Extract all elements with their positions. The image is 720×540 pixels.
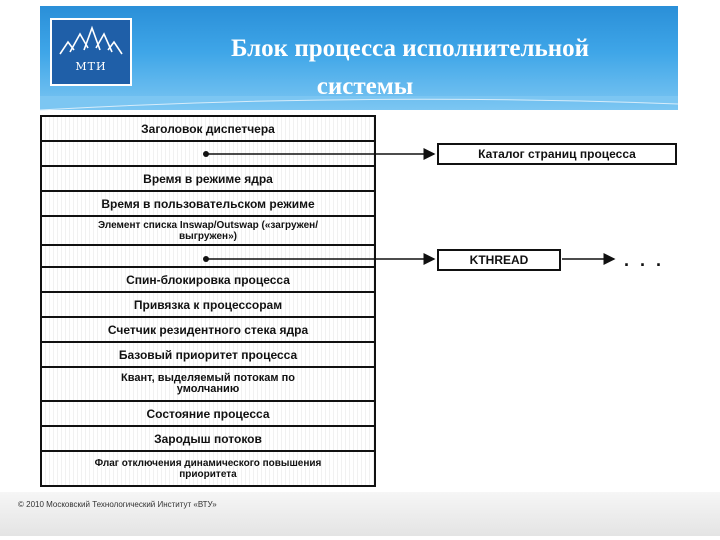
arrow-to-page-directory: [203, 151, 434, 157]
field-processor-affinity: Привязка к процессорам: [42, 293, 374, 318]
continuation-ellipsis: . . .: [624, 250, 665, 270]
field-dispatcher-header: Заголовок диспетчера: [42, 117, 374, 142]
arrow-to-kthread: [203, 256, 434, 262]
field-kernel-time: Время в режиме ядра: [42, 167, 374, 192]
field-base-priority: Базовый приоритет процесса: [42, 343, 374, 368]
footer-bar: [0, 492, 720, 536]
kthread-box: KTHREAD: [437, 249, 561, 271]
field-thread-seed: Зародыш потоков: [42, 427, 374, 452]
field-process-state: Состояние процесса: [42, 402, 374, 427]
footer-copyright: © 2010 Московский Технологический Институт «ВТУ»: [18, 500, 217, 509]
logo-text: МТИ: [75, 60, 107, 73]
title-line-1: Блок процесса исполнительной: [230, 35, 590, 62]
field-default-quantum: Квант, выделяемый потокам по умолчанию: [42, 368, 374, 402]
title-line-2: системы: [316, 73, 414, 100]
field-disable-boost-flag: Флаг отключения динамического повышения приоритета: [42, 452, 374, 485]
field-process-spinlock: Спин-блокировка процесса: [42, 268, 374, 293]
field-user-time: Время в пользовательском режиме: [42, 192, 374, 217]
page-directory-box: Каталог страниц процесса: [437, 143, 677, 165]
field-inswap-outswap: Элемент списка Inswap/Outswap («загружен/выгружен»): [42, 217, 374, 246]
field-resident-kernel-stack-count: Счетчик резидентного стека ядра: [42, 318, 374, 343]
